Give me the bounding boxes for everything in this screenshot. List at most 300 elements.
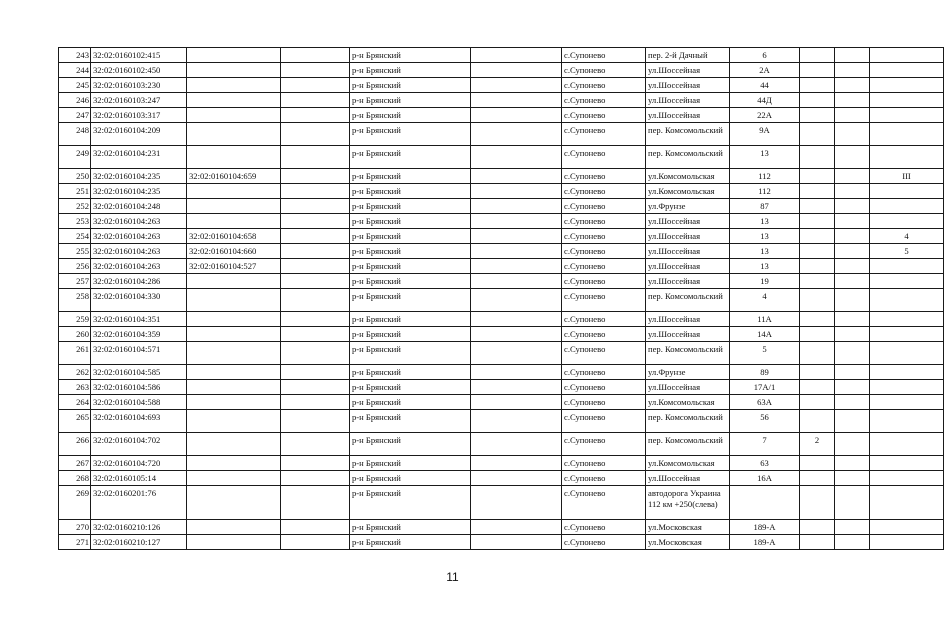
settlement: с.Супонево <box>562 274 646 289</box>
settlement: с.Супонево <box>562 48 646 63</box>
house-number: 16А <box>730 471 800 486</box>
extra-cell-3 <box>870 184 944 199</box>
street: ул.Шоссейная <box>646 471 730 486</box>
linked-cadastral-number <box>187 365 281 380</box>
district: р-н Брянский <box>350 342 471 365</box>
extra-cell-2 <box>835 93 870 108</box>
empty-cell <box>281 259 350 274</box>
street: пер. 2-й Дачный <box>646 48 730 63</box>
house-number <box>730 486 800 520</box>
house-number: 14А <box>730 327 800 342</box>
cadastral-number: 32:02:0160102:450 <box>91 63 187 78</box>
linked-cadastral-number <box>187 123 281 146</box>
street: автодорога Украина 112 км +250(слева) <box>646 486 730 520</box>
settlement: с.Супонево <box>562 312 646 327</box>
linked-cadastral-number <box>187 312 281 327</box>
district: р-н Брянский <box>350 229 471 244</box>
empty-cell <box>471 199 562 214</box>
extra-cell-3 <box>870 365 944 380</box>
row-number: 250 <box>59 169 91 184</box>
row-number: 268 <box>59 471 91 486</box>
table-row <box>59 78 944 93</box>
house-number: 4 <box>730 289 800 312</box>
street: ул.Шоссейная <box>646 93 730 108</box>
house-number: 63А <box>730 395 800 410</box>
street: ул.Фрунзе <box>646 199 730 214</box>
settlement: с.Супонево <box>562 146 646 169</box>
district: р-н Брянский <box>350 244 471 259</box>
house-number: 13 <box>730 146 800 169</box>
extra-cell-2 <box>835 312 870 327</box>
cadastral-number: 32:02:0160104:571 <box>91 342 187 365</box>
empty-cell <box>281 395 350 410</box>
street: пер. Комсомольский <box>646 146 730 169</box>
empty-cell <box>281 433 350 456</box>
settlement: с.Супонево <box>562 93 646 108</box>
extra-cell-3 <box>870 259 944 274</box>
extra-cell-2 <box>835 214 870 229</box>
row-number: 267 <box>59 456 91 471</box>
extra-cell-1: 2 <box>800 433 835 456</box>
house-number: 19 <box>730 274 800 289</box>
empty-cell <box>471 184 562 199</box>
district: р-н Брянский <box>350 48 471 63</box>
street: ул.Комсомольская <box>646 169 730 184</box>
empty-cell <box>471 214 562 229</box>
extra-cell-3 <box>870 327 944 342</box>
row-number: 270 <box>59 520 91 535</box>
extra-cell-1 <box>800 535 835 550</box>
empty-cell <box>471 229 562 244</box>
empty-cell <box>281 123 350 146</box>
empty-cell <box>281 108 350 123</box>
extra-cell-2 <box>835 78 870 93</box>
cadastral-number: 32:02:0160104:720 <box>91 456 187 471</box>
street: ул.Шоссейная <box>646 229 730 244</box>
settlement: с.Супонево <box>562 108 646 123</box>
extra-cell-2 <box>835 410 870 433</box>
empty-cell <box>281 289 350 312</box>
district: р-н Брянский <box>350 535 471 550</box>
linked-cadastral-number <box>187 289 281 312</box>
extra-cell-3 <box>870 395 944 410</box>
row-number: 263 <box>59 380 91 395</box>
linked-cadastral-number <box>187 184 281 199</box>
empty-cell <box>471 456 562 471</box>
extra-cell-1 <box>800 486 835 520</box>
extra-cell-1 <box>800 289 835 312</box>
linked-cadastral-number <box>187 108 281 123</box>
district: р-н Брянский <box>350 486 471 520</box>
extra-cell-1 <box>800 380 835 395</box>
extra-cell-3 <box>870 433 944 456</box>
row-number: 252 <box>59 199 91 214</box>
page-number: 11 <box>446 570 459 584</box>
street: пер. Комсомольский <box>646 289 730 312</box>
empty-cell <box>471 342 562 365</box>
empty-cell <box>281 199 350 214</box>
empty-cell <box>281 229 350 244</box>
house-number: 11А <box>730 312 800 327</box>
settlement: с.Супонево <box>562 535 646 550</box>
row-number: 265 <box>59 410 91 433</box>
house-number: 5 <box>730 342 800 365</box>
empty-cell <box>471 123 562 146</box>
linked-cadastral-number <box>187 63 281 78</box>
cadastral-number: 32:02:0160104:231 <box>91 146 187 169</box>
settlement: с.Супонево <box>562 184 646 199</box>
extra-cell-1 <box>800 78 835 93</box>
table-row <box>59 184 944 199</box>
street: ул.Шоссейная <box>646 63 730 78</box>
extra-cell-1 <box>800 229 835 244</box>
district: р-н Брянский <box>350 63 471 78</box>
table-row <box>59 433 944 456</box>
linked-cadastral-number <box>187 395 281 410</box>
extra-cell-3 <box>870 312 944 327</box>
extra-cell-2 <box>835 395 870 410</box>
extra-cell-3 <box>870 78 944 93</box>
extra-cell-3 <box>870 146 944 169</box>
cadastral-number: 32:02:0160103:230 <box>91 78 187 93</box>
empty-cell <box>471 433 562 456</box>
district: р-н Брянский <box>350 78 471 93</box>
house-number: 89 <box>730 365 800 380</box>
extra-cell-1 <box>800 48 835 63</box>
settlement: с.Супонево <box>562 365 646 380</box>
street: ул.Шоссейная <box>646 244 730 259</box>
table-row <box>59 146 944 169</box>
row-number: 248 <box>59 123 91 146</box>
table-row <box>59 471 944 486</box>
table-row <box>59 93 944 108</box>
extra-cell-2 <box>835 471 870 486</box>
linked-cadastral-number <box>187 456 281 471</box>
street: ул.Шоссейная <box>646 259 730 274</box>
house-number: 44Д <box>730 93 800 108</box>
row-number: 257 <box>59 274 91 289</box>
extra-cell-2 <box>835 535 870 550</box>
extra-cell-2 <box>835 184 870 199</box>
district: р-н Брянский <box>350 199 471 214</box>
extra-cell-2 <box>835 456 870 471</box>
settlement: с.Супонево <box>562 199 646 214</box>
linked-cadastral-number <box>187 214 281 229</box>
house-number: 13 <box>730 214 800 229</box>
cadastral-number: 32:02:0160104:286 <box>91 274 187 289</box>
linked-cadastral-number <box>187 78 281 93</box>
table-row <box>59 259 944 274</box>
table-row <box>59 535 944 550</box>
extra-cell-3 <box>870 48 944 63</box>
district: р-н Брянский <box>350 471 471 486</box>
linked-cadastral-number <box>187 274 281 289</box>
cadastral-number: 32:02:0160104:702 <box>91 433 187 456</box>
empty-cell <box>471 471 562 486</box>
house-number: 63 <box>730 456 800 471</box>
linked-cadastral-number <box>187 342 281 365</box>
settlement: с.Супонево <box>562 520 646 535</box>
extra-cell-3 <box>870 199 944 214</box>
district: р-н Брянский <box>350 410 471 433</box>
extra-cell-1 <box>800 244 835 259</box>
row-number: 260 <box>59 327 91 342</box>
cadastral-number: 32:02:0160104:248 <box>91 199 187 214</box>
extra-cell-1 <box>800 169 835 184</box>
cadastral-number: 32:02:0160104:586 <box>91 380 187 395</box>
district: р-н Брянский <box>350 327 471 342</box>
house-number: 13 <box>730 244 800 259</box>
house-number: 56 <box>730 410 800 433</box>
table-row <box>59 229 944 244</box>
street: ул.Комсомольская <box>646 395 730 410</box>
house-number: 2А <box>730 63 800 78</box>
table-body <box>59 48 944 550</box>
empty-cell <box>471 327 562 342</box>
extra-cell-1 <box>800 123 835 146</box>
extra-cell-1 <box>800 327 835 342</box>
extra-cell-3 <box>870 520 944 535</box>
linked-cadastral-number <box>187 48 281 63</box>
extra-cell-1 <box>800 184 835 199</box>
settlement: с.Супонево <box>562 433 646 456</box>
district: р-н Брянский <box>350 433 471 456</box>
extra-cell-2 <box>835 274 870 289</box>
settlement: с.Супонево <box>562 244 646 259</box>
row-number: 246 <box>59 93 91 108</box>
house-number: 7 <box>730 433 800 456</box>
settlement: с.Супонево <box>562 380 646 395</box>
row-number: 243 <box>59 48 91 63</box>
cadastral-number: 32:02:0160210:127 <box>91 535 187 550</box>
cadastral-number: 32:02:0160104:585 <box>91 365 187 380</box>
row-number: 258 <box>59 289 91 312</box>
cadastral-number: 32:02:0160104:263 <box>91 229 187 244</box>
linked-cadastral-number: 32:02:0160104:658 <box>187 229 281 244</box>
empty-cell <box>471 63 562 78</box>
table-row <box>59 108 944 123</box>
table-row <box>59 342 944 365</box>
linked-cadastral-number <box>187 433 281 456</box>
extra-cell-2 <box>835 380 870 395</box>
extra-cell-2 <box>835 342 870 365</box>
empty-cell <box>471 274 562 289</box>
extra-cell-3 <box>870 63 944 78</box>
settlement: с.Супонево <box>562 456 646 471</box>
district: р-н Брянский <box>350 520 471 535</box>
table-row <box>59 123 944 146</box>
linked-cadastral-number <box>187 486 281 520</box>
empty-cell <box>471 365 562 380</box>
extra-cell-2 <box>835 169 870 184</box>
extra-cell-1 <box>800 456 835 471</box>
street: ул.Шоссейная <box>646 380 730 395</box>
house-number: 17А/1 <box>730 380 800 395</box>
settlement: с.Супонево <box>562 342 646 365</box>
settlement: с.Супонево <box>562 214 646 229</box>
extra-cell-1 <box>800 410 835 433</box>
empty-cell <box>471 93 562 108</box>
table-row <box>59 410 944 433</box>
empty-cell <box>281 410 350 433</box>
district: р-н Брянский <box>350 184 471 199</box>
empty-cell <box>281 342 350 365</box>
empty-cell <box>471 48 562 63</box>
linked-cadastral-number: 32:02:0160104:659 <box>187 169 281 184</box>
cadastral-number: 32:02:0160104:235 <box>91 184 187 199</box>
linked-cadastral-number <box>187 93 281 108</box>
empty-cell <box>471 169 562 184</box>
house-number: 13 <box>730 259 800 274</box>
street: пер. Комсомольский <box>646 433 730 456</box>
district: р-н Брянский <box>350 395 471 410</box>
empty-cell <box>281 520 350 535</box>
settlement: с.Супонево <box>562 259 646 274</box>
empty-cell <box>281 214 350 229</box>
extra-cell-2 <box>835 48 870 63</box>
extra-cell-1 <box>800 108 835 123</box>
empty-cell <box>281 486 350 520</box>
empty-cell <box>281 244 350 259</box>
cadastral-number: 32:02:0160103:317 <box>91 108 187 123</box>
house-number: 13 <box>730 229 800 244</box>
linked-cadastral-number <box>187 535 281 550</box>
extra-cell-3 <box>870 471 944 486</box>
extra-cell-1 <box>800 63 835 78</box>
cadastral-number: 32:02:0160104:209 <box>91 123 187 146</box>
linked-cadastral-number <box>187 146 281 169</box>
extra-cell-2 <box>835 433 870 456</box>
table-row <box>59 244 944 259</box>
settlement: с.Супонево <box>562 486 646 520</box>
cadastral-number: 32:02:0160104:359 <box>91 327 187 342</box>
extra-cell-2 <box>835 486 870 520</box>
settlement: с.Супонево <box>562 63 646 78</box>
empty-cell <box>281 169 350 184</box>
settlement: с.Супонево <box>562 169 646 184</box>
extra-cell-3 <box>870 535 944 550</box>
empty-cell <box>281 63 350 78</box>
street: ул.Московская <box>646 535 730 550</box>
extra-cell-3 <box>870 456 944 471</box>
extra-cell-1 <box>800 312 835 327</box>
empty-cell <box>281 78 350 93</box>
extra-cell-2 <box>835 520 870 535</box>
district: р-н Брянский <box>350 259 471 274</box>
linked-cadastral-number: 32:02:0160104:660 <box>187 244 281 259</box>
extra-cell-1 <box>800 214 835 229</box>
house-number: 87 <box>730 199 800 214</box>
table-row <box>59 289 944 312</box>
settlement: с.Супонево <box>562 78 646 93</box>
extra-cell-1 <box>800 146 835 169</box>
table-row <box>59 169 944 184</box>
empty-cell <box>471 289 562 312</box>
table-row <box>59 456 944 471</box>
street: пер. Комсомольский <box>646 410 730 433</box>
district: р-н Брянский <box>350 123 471 146</box>
district: р-н Брянский <box>350 380 471 395</box>
row-number: 266 <box>59 433 91 456</box>
settlement: с.Супонево <box>562 289 646 312</box>
extra-cell-2 <box>835 365 870 380</box>
settlement: с.Супонево <box>562 410 646 433</box>
linked-cadastral-number: 32:02:0160104:527 <box>187 259 281 274</box>
cadastral-number: 32:02:0160104:330 <box>91 289 187 312</box>
row-number: 253 <box>59 214 91 229</box>
house-number: 112 <box>730 169 800 184</box>
table-row <box>59 486 944 520</box>
settlement: с.Супонево <box>562 229 646 244</box>
empty-cell <box>281 380 350 395</box>
extra-cell-1 <box>800 199 835 214</box>
row-number: 262 <box>59 365 91 380</box>
empty-cell <box>471 259 562 274</box>
cadastral-number: 32:02:0160103:247 <box>91 93 187 108</box>
empty-cell <box>471 395 562 410</box>
empty-cell <box>281 274 350 289</box>
street: ул.Комсомольская <box>646 184 730 199</box>
cadastral-number: 32:02:0160104:263 <box>91 214 187 229</box>
extra-cell-2 <box>835 289 870 312</box>
house-number: 6 <box>730 48 800 63</box>
empty-cell <box>281 535 350 550</box>
street: ул.Шоссейная <box>646 274 730 289</box>
house-number: 112 <box>730 184 800 199</box>
extra-cell-3: III <box>870 169 944 184</box>
cadastral-number: 32:02:0160104:263 <box>91 259 187 274</box>
extra-cell-3 <box>870 486 944 520</box>
extra-cell-3 <box>870 123 944 146</box>
street: ул.Шоссейная <box>646 327 730 342</box>
house-number: 9А <box>730 123 800 146</box>
table-row <box>59 274 944 289</box>
linked-cadastral-number <box>187 327 281 342</box>
street: пер. Комсомольский <box>646 342 730 365</box>
table-row <box>59 214 944 229</box>
extra-cell-3 <box>870 410 944 433</box>
empty-cell <box>281 146 350 169</box>
empty-cell <box>281 327 350 342</box>
house-number: 22А <box>730 108 800 123</box>
extra-cell-2 <box>835 229 870 244</box>
extra-cell-3 <box>870 380 944 395</box>
extra-cell-2 <box>835 63 870 78</box>
table-row <box>59 199 944 214</box>
district: р-н Брянский <box>350 214 471 229</box>
extra-cell-2 <box>835 108 870 123</box>
settlement: с.Супонево <box>562 327 646 342</box>
empty-cell <box>281 365 350 380</box>
row-number: 259 <box>59 312 91 327</box>
street: ул.Шоссейная <box>646 214 730 229</box>
district: р-н Брянский <box>350 274 471 289</box>
street: ул.Шоссейная <box>646 78 730 93</box>
district: р-н Брянский <box>350 312 471 327</box>
extra-cell-3 <box>870 274 944 289</box>
street: ул.Фрунзе <box>646 365 730 380</box>
empty-cell <box>281 471 350 486</box>
extra-cell-3: 5 <box>870 244 944 259</box>
empty-cell <box>281 312 350 327</box>
row-number: 271 <box>59 535 91 550</box>
extra-cell-2 <box>835 327 870 342</box>
empty-cell <box>471 312 562 327</box>
extra-cell-1 <box>800 342 835 365</box>
street: ул.Московская <box>646 520 730 535</box>
cadastral-number: 32:02:0160104:351 <box>91 312 187 327</box>
row-number: 249 <box>59 146 91 169</box>
